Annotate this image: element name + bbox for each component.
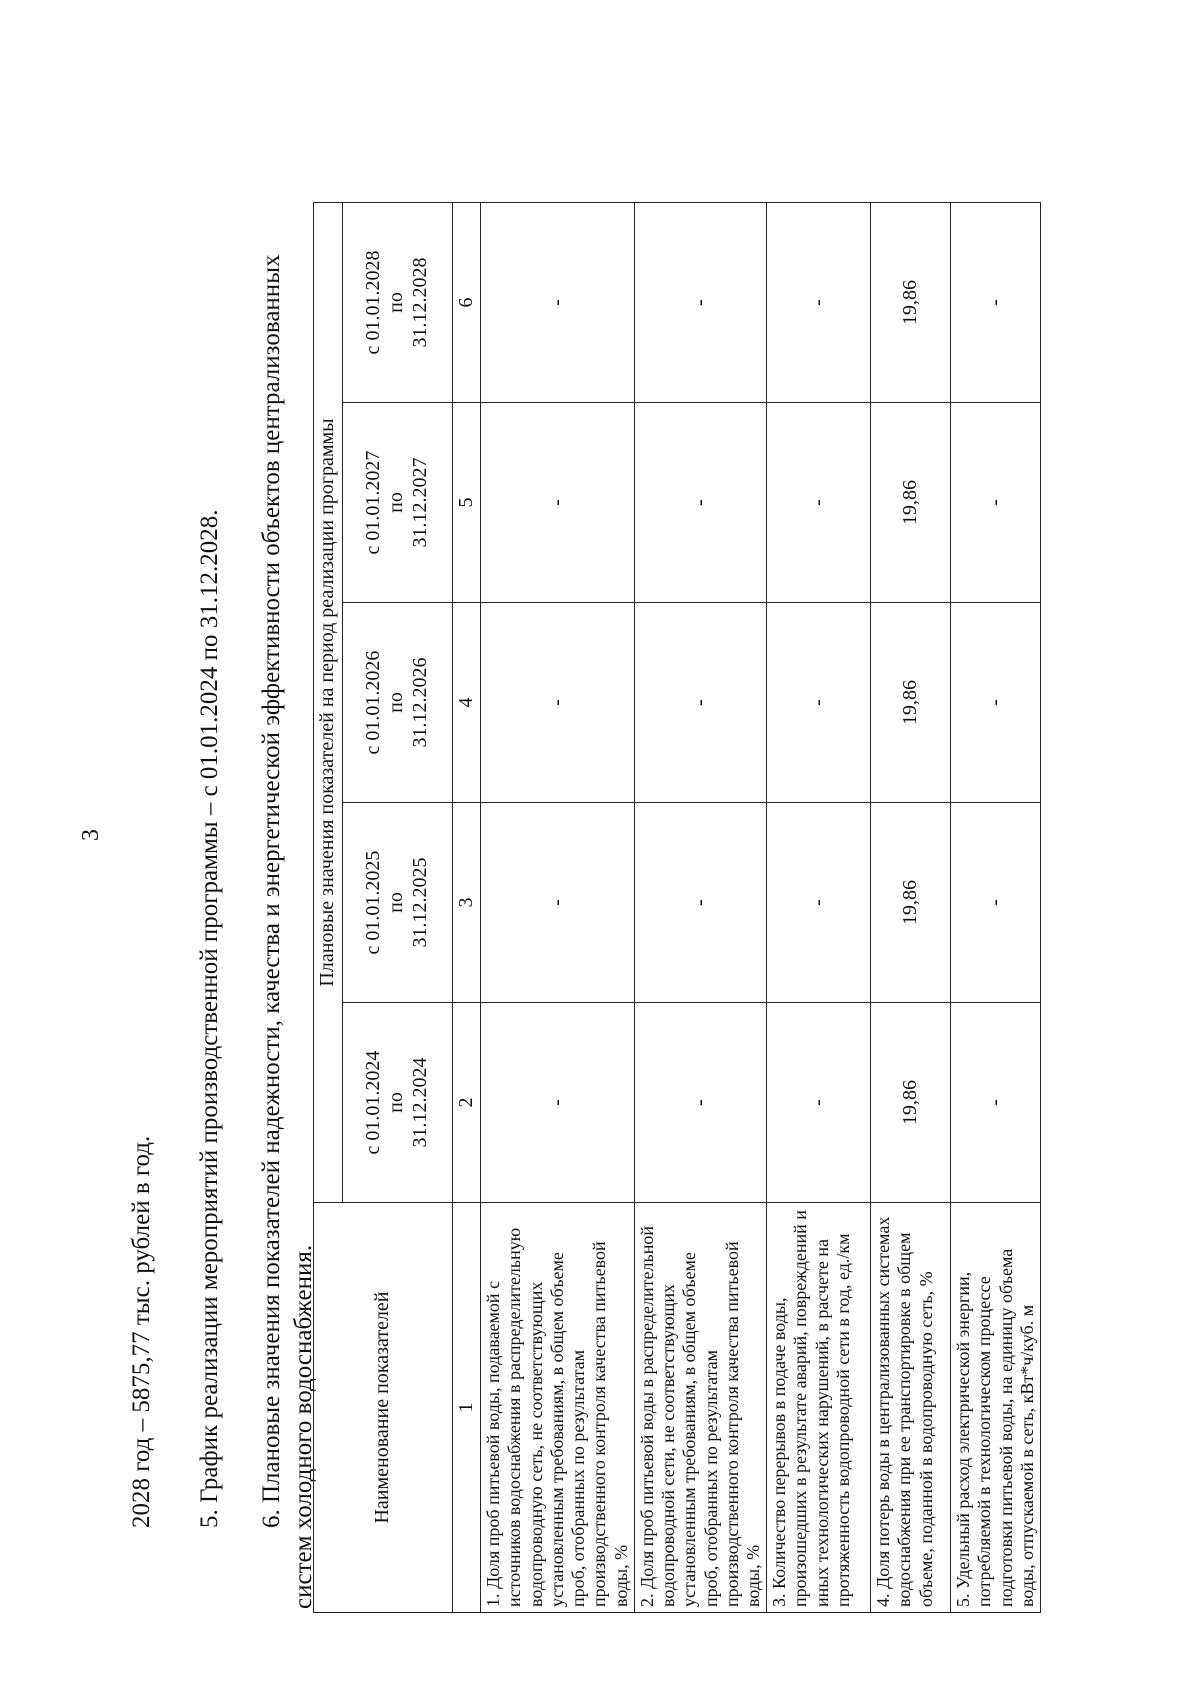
indicator-value: -: [634, 202, 766, 402]
indicator-value: -: [951, 202, 1041, 402]
indicator-value: 19,86: [871, 403, 951, 603]
indicator-value: -: [951, 803, 1041, 1003]
indicator-value: -: [951, 603, 1041, 803]
indicator-value: -: [634, 1003, 766, 1203]
period-to: 31.12.2026: [408, 657, 431, 748]
period-from: с 01.01.2028: [361, 250, 384, 355]
indicator-name: 2. Доля проб питьевой воды в распределительной водопроводной сети, не соответствующих установленным требованиям, в общем объеме проб, отобранных по результатам производственного контроля качества питьевой воды, %: [634, 1203, 766, 1613]
indicator-value: -: [951, 403, 1041, 603]
page-number: 3: [78, 829, 104, 841]
table-row: [634, 202, 766, 1612]
indicator-value: -: [634, 603, 766, 803]
period-from: с 01.01.2024: [361, 1050, 384, 1155]
indicators-table: [313, 202, 1041, 1613]
period-to: 31.12.2024: [408, 1057, 431, 1148]
period-header: [342, 603, 452, 803]
period-header: [342, 803, 452, 1003]
paragraph-schedule: 5. График реализации мероприятий производственной программы – с 01.01.2024 по 31.12.2028.: [196, 509, 223, 1528]
period-by: по: [385, 892, 408, 913]
indicator-value: 19,86: [871, 803, 951, 1003]
period-to: 31.12.2025: [408, 857, 431, 948]
plan-values-group-header: Плановые значения показателей на период реализации программы: [314, 202, 343, 1202]
period-from: с 01.01.2027: [361, 450, 384, 555]
table-row: [481, 202, 635, 1612]
indicator-value: 19,86: [871, 202, 951, 402]
period-by: по: [385, 692, 408, 713]
column-number: 6: [452, 202, 481, 402]
column-number: 1: [452, 1203, 481, 1613]
period-header: [342, 202, 452, 402]
paragraph-cost-2028: 2028 год – 5875,77 тыс. рублей в год.: [128, 1135, 155, 1528]
indicator-value: -: [767, 403, 871, 603]
indicator-value: -: [481, 1003, 635, 1203]
paragraph-indicators-title-cont: систем холодного водоснабжения.: [290, 1244, 317, 1609]
period-from: с 01.01.2025: [361, 850, 384, 955]
indicator-value: -: [767, 1003, 871, 1203]
column-number: 2: [452, 1003, 481, 1203]
period-from: с 01.01.2026: [361, 650, 384, 755]
indicator-value: -: [481, 603, 635, 803]
period-to: 31.12.2028: [408, 257, 431, 348]
indicator-name: 1. Доля проб питьевой воды, подаваемой с источников водоснабжения в распределительную водопроводную сеть, не соответствующих установленным требованиям, в общем объеме проб, отобранных по результатам производственного контроля качества питьевой воды, %: [481, 1203, 635, 1613]
column-number: 5: [452, 403, 481, 603]
indicator-name: 5. Удельный расход электрической энергии, потребляемой в технологическом процессе подготовки питьевой воды, на единицу объема воды, отпускаемой в сеть, кВт*ч/куб. м: [951, 1203, 1041, 1613]
indicator-value: -: [634, 403, 766, 603]
indicator-value: -: [767, 603, 871, 803]
period-header: [342, 1003, 452, 1203]
table-row: [871, 202, 951, 1612]
column-number: 3: [452, 803, 481, 1003]
indicator-value: -: [767, 202, 871, 402]
period-by: по: [385, 492, 408, 513]
indicator-name: 4. Доля потерь воды в централизованных системах водоснабжения при ее транспортировке в общем объеме, поданной в водопроводную сеть, %: [871, 1203, 951, 1613]
indicator-value: -: [951, 1003, 1041, 1203]
paragraph-indicators-title: 6. Плановые значения показателей надежности, качества и энергетической эффективности объектов централизованных: [258, 254, 285, 1528]
table-row: [951, 202, 1041, 1612]
indicator-value: 19,86: [871, 603, 951, 803]
indicator-name: 3. Количество перерывов в подаче воды, произошедших в результате аварий, повреждений и иных технологических нарушений, в расчете на протяженность водопроводной сети в год, ед./км: [767, 1203, 871, 1613]
period-header: [342, 403, 452, 603]
indicator-value: -: [481, 403, 635, 603]
indicator-value: 19,86: [871, 1003, 951, 1203]
period-by: по: [385, 292, 408, 313]
name-column-header: Наименование показателей: [314, 1203, 453, 1613]
column-number: 4: [452, 603, 481, 803]
period-to: 31.12.2027: [408, 457, 431, 548]
indicator-value: -: [481, 803, 635, 1003]
indicator-value: -: [481, 202, 635, 402]
table-row: [767, 202, 871, 1612]
indicator-value: -: [634, 803, 766, 1003]
period-by: по: [385, 1092, 408, 1113]
indicator-value: -: [767, 803, 871, 1003]
